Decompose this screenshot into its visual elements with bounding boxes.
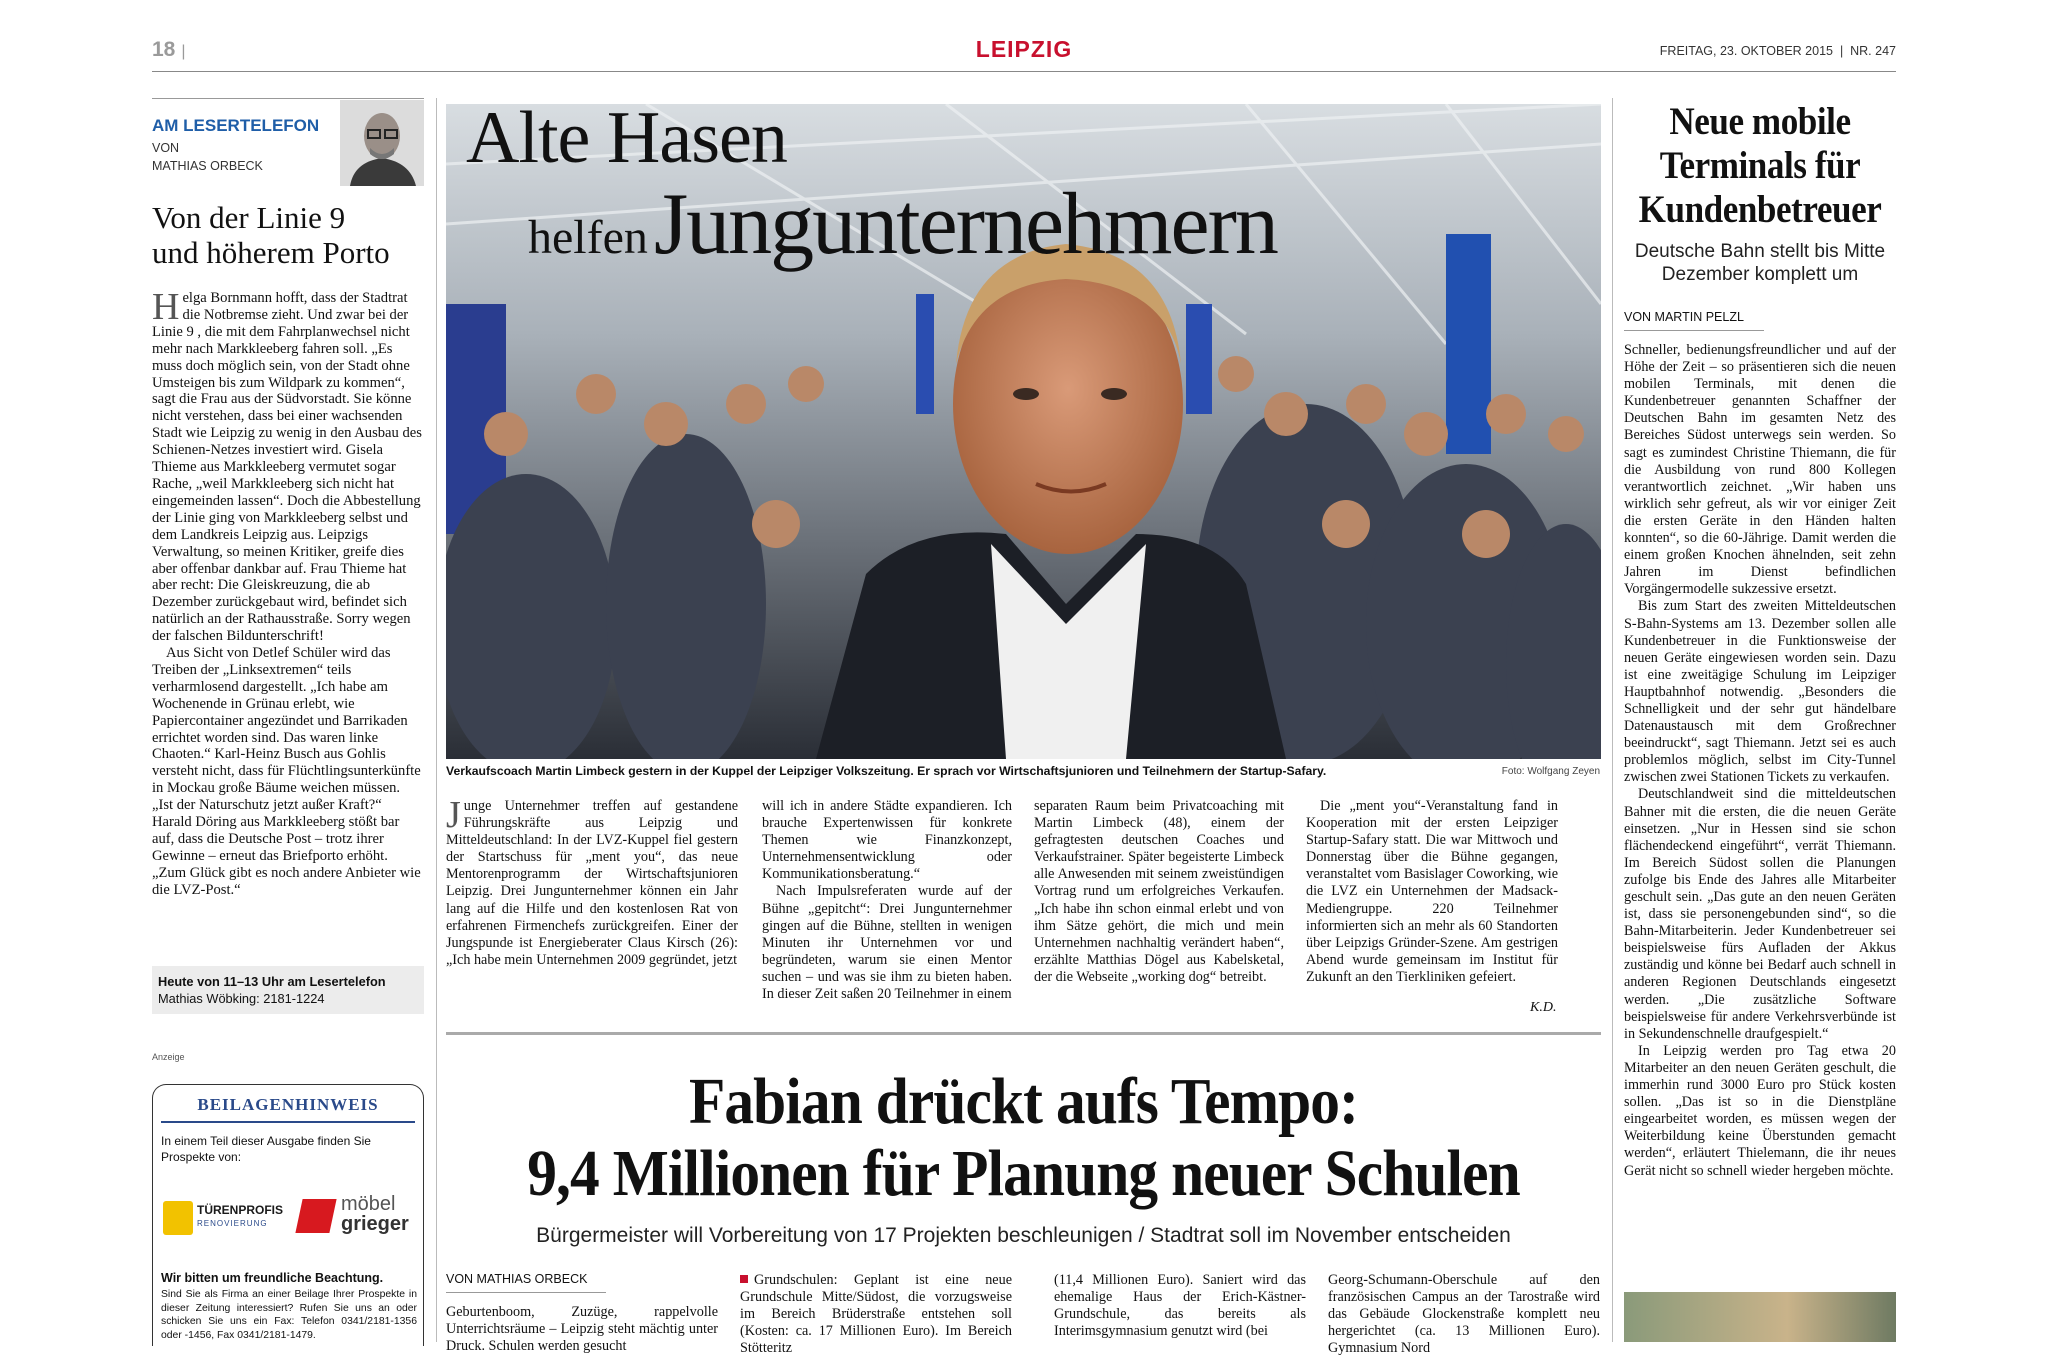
author-portrait [340,100,424,186]
right-byline: VON MARTIN PELZL [1624,310,1744,324]
ad-label: Anzeige [152,1052,185,1062]
logo-moebel-grieger: möbel grieger [299,1191,419,1241]
second-byline: VON MATHIAS ORBECK [446,1272,588,1286]
left-article-body: Helga Bornmann hofft, dass der Stadtrat die Notbremse zieht. Und zwar bei der Linie 9 , die mit dem Fahrplanwechsel nicht mehr nach Markkleeberg fahren soll. „Es muss doch möglich sein, von der Stadt ohne Umsteigen bis zum Wildpark zu kommen“, sagt die Frau aus der Südvorstadt. Sie könne nicht verstehen, dass bei einer wachsenden Stadt wie Leipzig zu wenig in den Ausbau des Schienen-Netzes investiert wird. Gisela Thieme aus Markkleeberg vermutet sogar Rache, „weil Markkleeberg sich nicht hat eingemeinden lassen“. Doch die Abbestellung der Linie ging von Markkleeberg selbst und dem Landkreis Leipzig aus. Leipzigs Verwaltung, so meinen Kritiker, greife dies aber offenbar dankbar auf. Frau Thieme hat aber recht: Die Gleiskreuzung, die ab Dezember zurückgebaut wird, befindet sich natürlich an der Rathausstraße. Sorry wegen der falschen Bildunterschrift! Aus Sicht von Detlef Schüler wird das Treiben der „Linksextremen“ teils verharmlosend dargestellt. „Ich habe am Wochenende in Grünau erlebt, wie Papiercontainer angezündet und Barrikaden errichtet worden sind. Das waren linke Chaoten.“ Karl-Heinz Busch aus Gohlis versteht nicht, dass für Flüchtlingsunterkünfte in Mockau große Bäume weichen müssen. „Ist der Naturschutz jetzt außer Kraft?“ Harald Döring aus Markkleeberg stößt bar auf, dass die Deutsche Post – trotz ihrer Gewinne – erneut das Briefporto erhöht. „Zum Glück gibt es noch andere Anbieter wie die LVZ-Post.“ [152,286,422,898]
logo-tuerenprofis: TÜRENPROFIS RENOVIERUNG [163,1195,291,1241]
article-signature: K.D. [1530,1000,1557,1015]
ad-footer-text: Sind Sie als Firma an einer Beilage Ihrer Prospekte in dieser Zeitung interessiert? Rufen Sie uns an oder schicken Sie uns ein Fax: Telefon 0341/2181-1356 oder -1456, Fax 0341/2181-1479. [161,1289,417,1341]
left-headline: Von der Linie 9 und höherem Porto [152,200,390,270]
main-headline: Alte Hasen helfenJungunternehmern [466,97,1277,273]
main-col-3: separaten Raum beim Privatcoaching mit Martin Limbeck (48), einem der gefragtesten deutschen Coaches und Verkaufstrainer. Später begeisterte Limbeck alle Anwesenden mit seinem zweistündigen Vortrag rund um erfolgreiches Verkaufen. „Ich habe ihn schon einmal erlebt und von ihm Sätze gehört, die mich und mein Unternehmen nachhaltig verändert haben“, erzählte Matthias Dögel aus Kabelsketal, der die Webseite „working dog“ betreibt. [1034,798,1284,985]
section-title: LEIPZIG [975,36,1073,62]
rubric-byline-von: VON [152,141,180,155]
header-rule [152,71,1896,72]
rubric-byline-name: MATHIAS ORBECK [152,159,263,173]
second-col-4: Georg-Schumann-Oberschule auf den französischen Campus an der Tarostraße wird das Gebäude Glockenstraße komplett neu hergerichtet (ca. 13 Millionen Euro). Gymnasium Nord [1328,1272,1600,1357]
right-photo-stub [1624,1292,1896,1342]
second-col-1: Geburtenboom, Zuzüge, rappelvolle Unterrichtsräume – Leipzig steht mächtig unter Druck. Schulen werden gesucht [446,1304,718,1355]
right-headline: Neue mobile Terminals für Kundenbetreuer [1638,100,1882,231]
second-col-2: Grundschulen: Geplant ist eine neue Grundschule Mitte/Südost, die vorzugsweise im Bereich Brüderstraße entstehen soll (Kosten: ca. 17 Millionen Euro). Im Bereich Stötteritz [740,1272,1012,1357]
main-col-4: Die „ment you“-Veranstaltung fand in Kooperation mit der ersten Leipziger Startup-Safary statt. Die war Mittwoch und Donnerstag über die Bühne gegangen, veranstaltet vom Basislager Coworking, wie die LVZ ein Unternehmen der Madsack-Mediengruppe. 220 Teilnehmer informierten sich an mehr als 60 Standorten über Leipzigs Gründer-Szene. Am gestrigen Abend wurde gemeinsam im Institut für Zukunft an den Tierkliniken gefeiert. [1306,798,1558,985]
section-rule [446,1032,1601,1035]
rubric-label: AM LESERTELEFON [152,116,320,135]
right-article-body: Schneller, bedienungsfreundlicher und auf der Höhe der Zeit – so präsentieren sich die neuen mobilen Terminals, mit denen die Kundenbetreuer genannten Schaffner der Deutschen Bahn im gesamten Netz des Bereiches Südost unterwegs sein werden. So sagt es zumindest Christine Thiemann, die für die Ausbildung von rund 800 Kollegen verantwortlich zeichnet. „Wir haben uns wirklich sehr gefreut, als wir vor einiger Zeit die ersten Geräte in den Händen halten konnten“, so die 60-Jährige. Damit werden die einem großen Knochen ähnelnden, seit zehn Jahren im Dienst befindlichen Vorgängermodelle sukzessive ersetzt. Bis zum Start des zweiten Mitteldeutschen S-Bahn-Systems am 13. Dezember sollen alle Kundenbetreuer in die Funktionsweise der neuen Geräte eingewiesen worden sein. Dazu ist eine zweitägige Schulung im Leipziger Hauptbahnhof notwendig. „Besonders die Schnelligkeit und der sehr gut händelbare Datenaustausch mit dem Großrechner beeindruckt“, sagt Thiemann. Jetzt sei es auch problemlos möglich, selbst im City-Tunnel zwischen zwei Stationen Tickets zu verkaufen. Deutschlandweit sind die mitteldeutschen Bahner mit die ersten, die die neuen Geräte einsetzen. „Nur in Hessen sind sie schon flächendeckend eingeführt“, verrät Thiemann. Im Bereich Südost sollen die Planungen zufolge bis Ende des Jahres alle Mitarbeiter geschult sein. „Das gute an den neuen Geräten ist, dass sie personengebunden sind“, so die Bahn-Mitarbeiterin. Jeder Kundenbetreuer sei beispielsweise fürs Aufladen der Akkus zuständig und könne bei Bedarf auch schnell in anderen Regionen Deutschlands eingesetzt werden. „Die zusätzliche Software beispielsweise für andere Verkehrsverbünde ist in Sekundenschnelle draufgespielt.“ In Leipzig werden pro Tag etwa 20 Mitarbeiter an den neuen Geräten geschult, die immerhin rund 3000 Euro pro Stück kosten sollen. „Das ist so in die Dienstpläne eingearbeitet worden, es müssen wegen der Weiterbildung keine Überstunden gemacht werden“, erläutert Thielemann, die ihr neues Gerät nicht so schnell wieder hergeben möchte. [1624,342,1896,1179]
main-col-2: will ich in andere Städte expandieren. Ich brauche Expertenwissen für konkrete Themen wie Finanzkonzept, Unternehmensentwicklung oder Kommunikationsberatung.“ Nach Impulsreferaten wurde auf der Bühne „gepitcht“: Drei Jungunternehmer gingen auf die Bühne, stellten in wenigen Minuten ihr Unternehmen vor und begründeten, warum sie einen Mentor suchen – und was sie ihm zu bieten haben. In dieser Zeit saßen 20 Teilnehmer in einem [762,798,1012,1003]
ad-footer-bold: Wir bitten um freundliche Beachtung. [161,1271,384,1285]
ad-box [152,1084,424,1346]
main-col-1: Junge Unternehmer treffen auf gestandene Führungskräfte aus Leipzig und Mitteldeutschland: In der LVZ-Kuppel fiel gestern der Startschuss für „ment you“, das neue Mentorenprogramm der Wirtschaftsjunioren Leipzig. Drei Jungunternehmer können ein Jahr lang auf die Hilfe und den kostenlosen Rat von erfahrenen Firmenchefs zurückgreifen. Einer der Jungspunde ist Energieberater Claus Kirsch (26): „Ich habe mein Unternehmen 2009 gegründet, jetzt [446,794,738,968]
page-number: 18 | [152,38,186,61]
second-headline: Fabian drückt aufs Tempo: 9,4 Millionen für Planung neuer Schulen [527,1065,1520,1210]
ad-title: BEILAGENHINWEIS [197,1095,379,1114]
phone-info-box: Heute von 11–13 Uhr am Lesertelefon Mathias Wöbking: 2181-1224 [152,966,424,1014]
right-subhead: Deutsche Bahn stellt bis Mitte Dezember komplett um [1634,241,1886,285]
second-col-3: (11,4 Millionen Euro). Saniert wird das ehemalige Haus der Erich-Kästner-Grundschule, das bereits als Interimsgymnasium genutzt wird (bei [1054,1272,1306,1340]
photo-credit: Foto: Wolfgang Zeyen [1501,766,1600,777]
date-issue: FREITAG, 23. OKTOBER 2015 | NR. 247 [1659,44,1896,58]
ad-intro: In einem Teil dieser Ausgabe finden Sie Prospekte von: [161,1134,371,1164]
photo-caption: Verkaufscoach Martin Limbeck gestern in der Kuppel der Leipziger Volkszeitung. Er sprach vor Wirtschaftsjunioren und Teilnehmern der Startup-Safary. [446,764,1327,778]
second-subhead: Bürgermeister will Vorbereitung von 17 Projekten beschleunigen / Stadtrat soll im November entscheiden [536,1224,1511,1247]
